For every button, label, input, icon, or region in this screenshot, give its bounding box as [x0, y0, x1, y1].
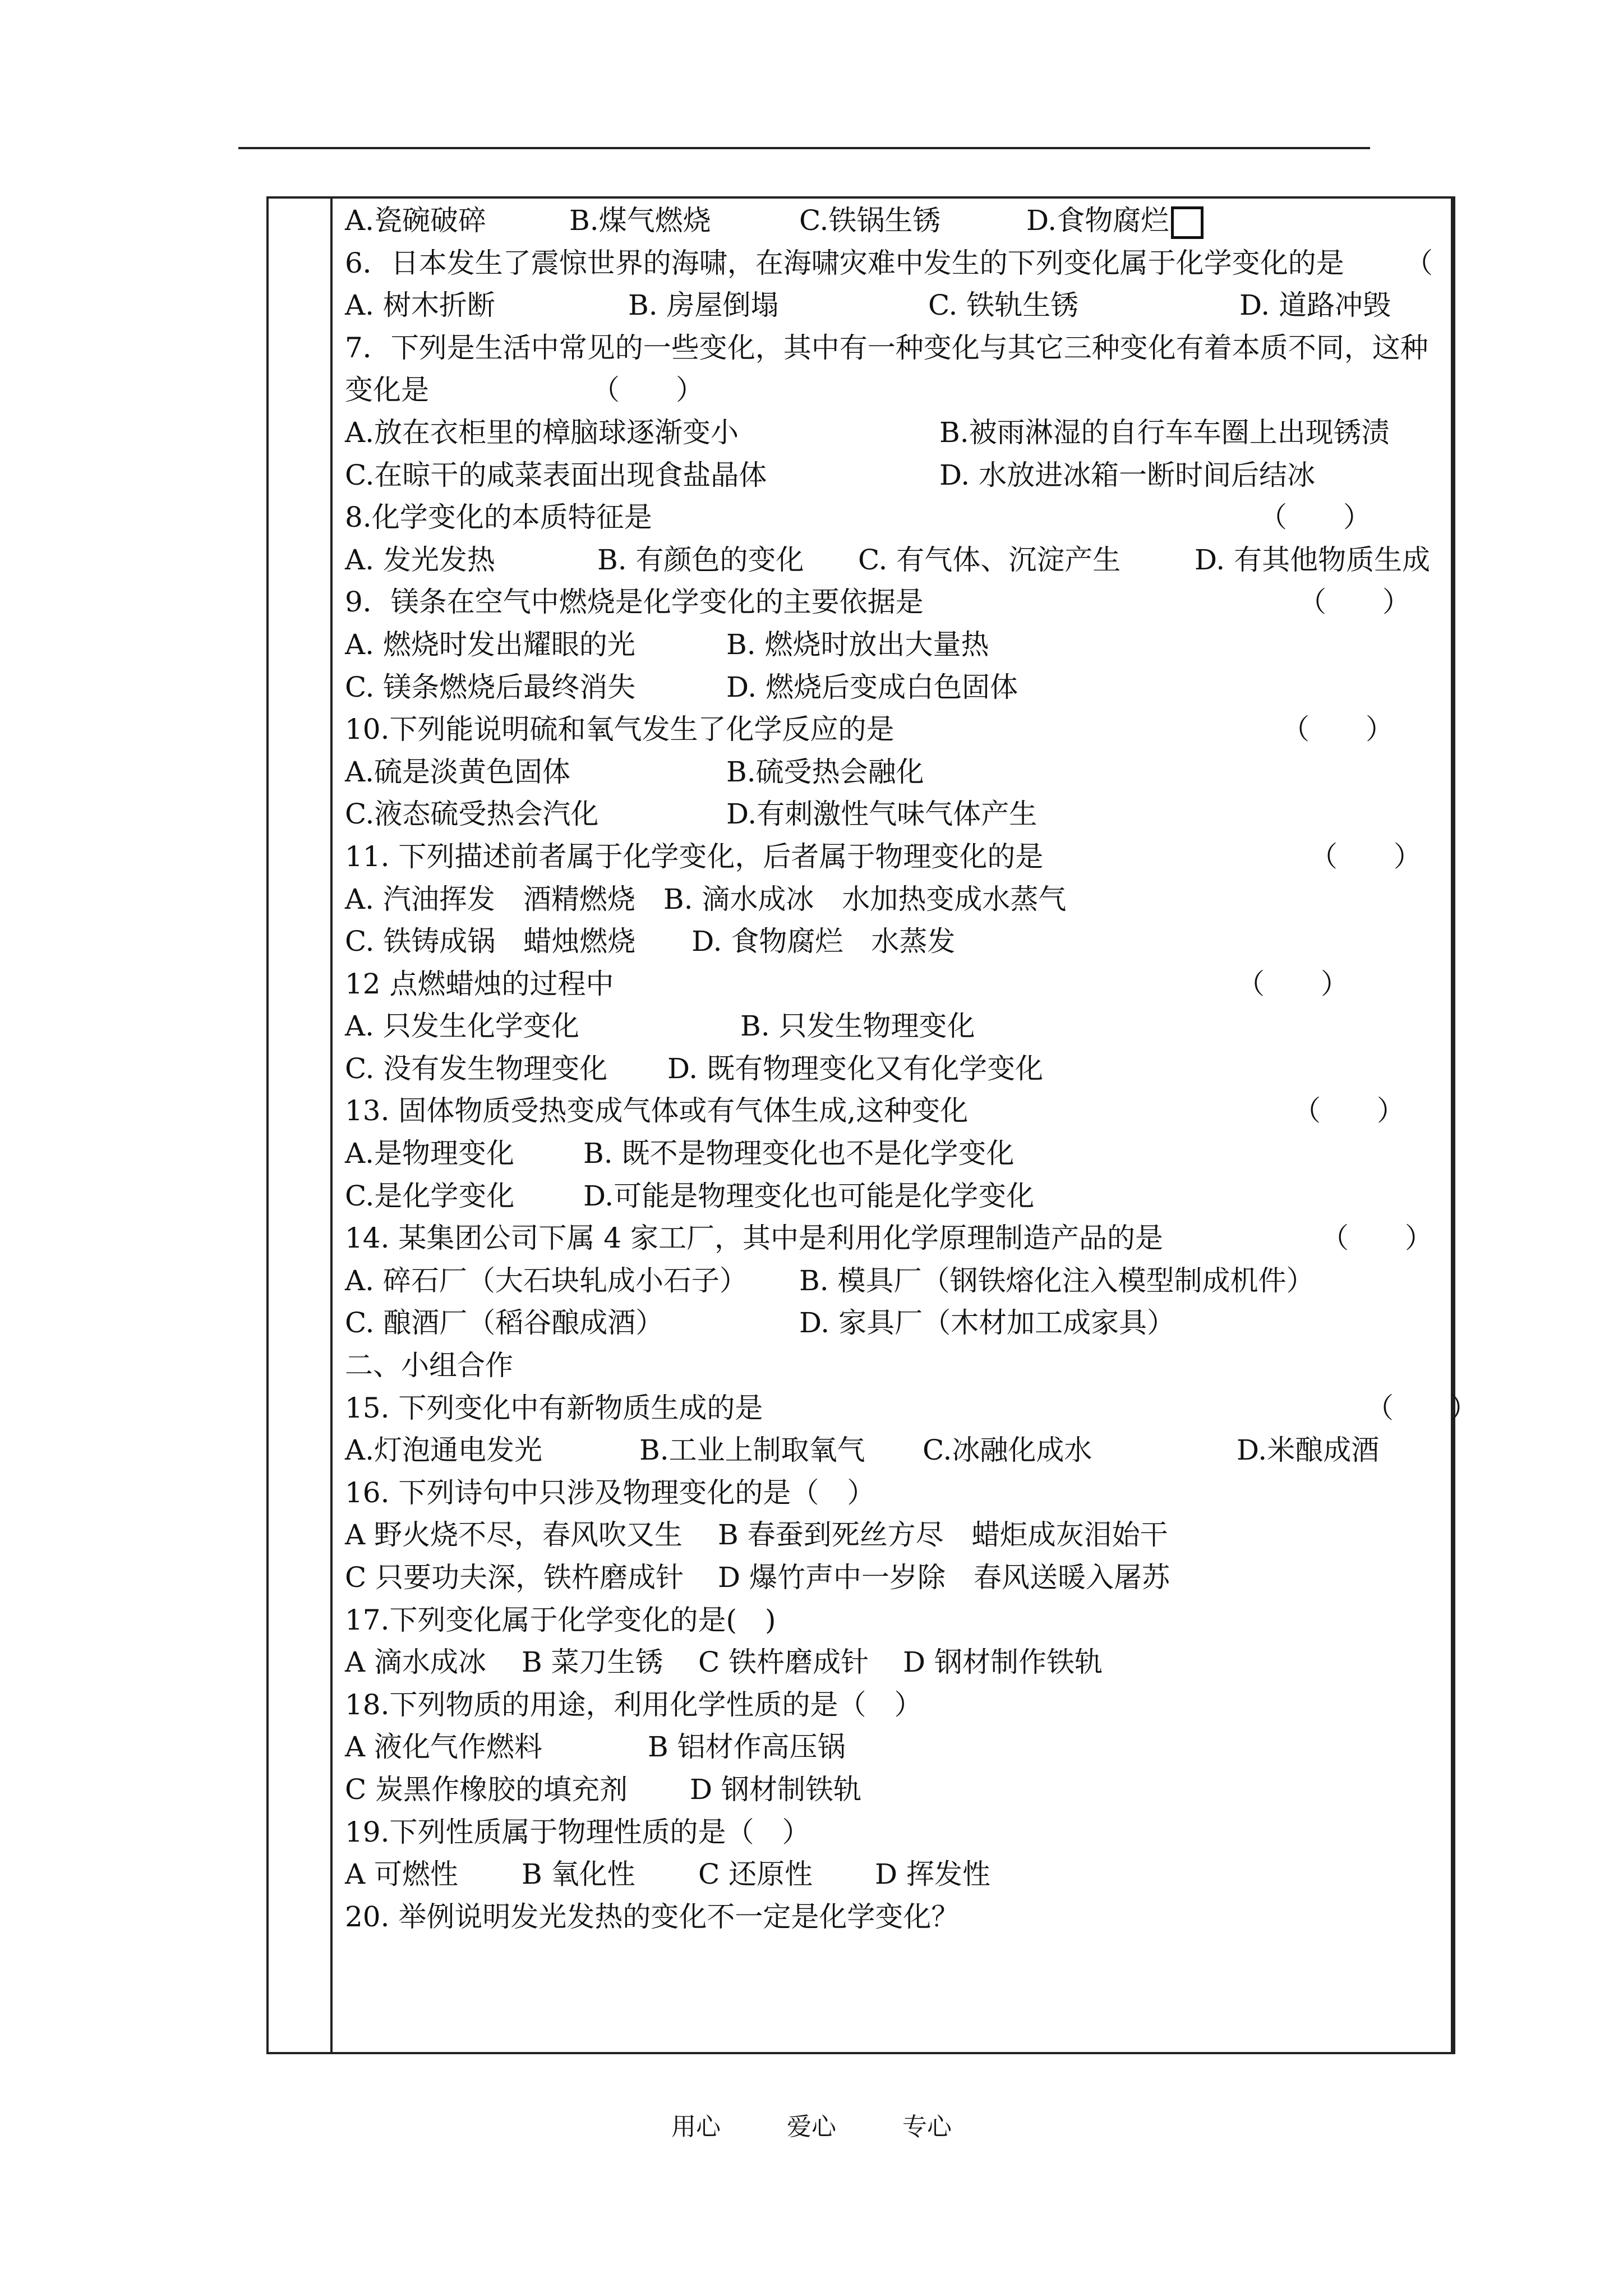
question-line: [345, 369, 1444, 412]
question-text: 17.下列变化属于化学变化的是( ): [345, 1603, 776, 1636]
question-text: C. 铁铸成锅 蜡烛燃烧 D. 食物腐烂 水蒸发: [345, 925, 956, 958]
question-text: D. 既有物理变化又有化学变化: [667, 1052, 1044, 1085]
question-line: [345, 666, 1444, 709]
question-text: D. 家具厂（木材加工成家具）: [799, 1306, 1175, 1340]
question-line: [345, 1345, 1444, 1387]
question-line: [345, 878, 1444, 921]
question-text: C. 铁轨生锈: [928, 289, 1079, 322]
question-line: [345, 1048, 1444, 1091]
page-footer: [0, 2106, 1623, 2142]
question-text: A. 树木折断: [345, 289, 495, 322]
question-text: A 野火烧不尽，春风吹又生: [345, 1519, 683, 1552]
footer-word-2: 爱心: [787, 2113, 836, 2141]
question-text: D 爆竹声中一岁除 春风送暖入屠苏: [718, 1561, 1170, 1594]
question-line: [345, 284, 1444, 327]
question-line: [345, 963, 1444, 1006]
question-text: （ ）: [1298, 586, 1410, 619]
question-text: A.灯泡通电发光: [345, 1434, 543, 1467]
question-line: [345, 1514, 1444, 1557]
question-text: C.在晾干的咸菜表面出现食盐晶体: [345, 458, 767, 491]
question-text: （ ）: [1366, 1391, 1478, 1424]
question-text: A.硫是淡黄色固体: [345, 755, 571, 788]
question-line: [345, 1175, 1444, 1218]
question-text: C.铁锅生锈: [799, 204, 941, 237]
question-text: B 铝材作高压锅: [648, 1731, 846, 1764]
question-text: C 还原性: [698, 1858, 813, 1891]
question-line: [345, 1090, 1444, 1133]
question-line: [345, 1429, 1444, 1472]
question-text: C. 酿酒厂（稻谷酿成酒）: [345, 1306, 664, 1340]
question-text: C 铁杵磨成针: [698, 1646, 869, 1679]
question-text: B.工业上制取氧气: [639, 1434, 865, 1467]
question-text: （ ）: [1321, 1222, 1433, 1255]
question-text: C.液态硫受热会汽化: [345, 798, 599, 831]
question-line: [345, 1557, 1444, 1599]
header-rule: [238, 147, 1370, 149]
question-text: B. 模具厂（钢铁熔化注入模型制成机件）: [799, 1264, 1315, 1297]
question-text: D. 道路冲毁: [1239, 289, 1391, 322]
question-text: D. 水放进冰箱一断时间后结冰: [939, 458, 1316, 491]
question-text: C. 有气体、沉淀产生: [858, 543, 1121, 576]
question-line: [345, 200, 1444, 242]
question-text: C.是化学变化: [345, 1179, 515, 1212]
question-line: [345, 1896, 1444, 1939]
question-line: [345, 1217, 1444, 1260]
question-text: （: [1405, 246, 1433, 279]
question-text: A. 汽油挥发 酒精燃烧 B. 滴水成冰 水加热变成水蒸气: [345, 882, 1067, 915]
question-text: （ ）: [1310, 840, 1422, 873]
question-text: 18.下列物质的用途，利用化学性质的是（ ）: [345, 1688, 923, 1721]
question-line: [345, 793, 1444, 836]
question-text: （ ）: [592, 374, 704, 407]
question-text: A. 碎石厂（大石块轧成小石子）: [345, 1264, 748, 1297]
question-text: D. 燃烧后变成白色固体: [726, 670, 1018, 703]
question-line: [345, 1005, 1444, 1048]
question-text: D.米酿成酒: [1237, 1434, 1380, 1467]
question-text: B. 既不是物理变化也不是化学变化: [583, 1137, 1015, 1170]
question-text: 13. 固体物质受热变成气体或有气体生成,这种变化: [345, 1094, 969, 1128]
question-text: A 滴水成冰: [345, 1646, 487, 1679]
question-text: （ ）: [1259, 501, 1371, 534]
question-text: B.被雨淋湿的自行车车圈上出现锈渍: [939, 416, 1390, 449]
question-text: B. 房屋倒塌: [628, 289, 779, 322]
question-text: A.是物理变化: [345, 1137, 515, 1170]
question-text: B 氧化性: [522, 1858, 635, 1891]
question-line: [345, 1133, 1444, 1175]
question-text: A 液化气作燃料: [345, 1731, 543, 1764]
question-line: [345, 1472, 1444, 1515]
question-text: C. 镁条燃烧后最终消失: [345, 670, 636, 703]
question-line: [345, 454, 1444, 497]
question-line: [345, 1811, 1444, 1854]
question-text: 11. 下列描述前者属于化学变化，后者属于物理变化的是: [345, 840, 1044, 873]
question-line: [345, 581, 1444, 624]
question-line: [345, 1853, 1444, 1896]
question-text: 19.下列性质属于物理性质的是（ ）: [345, 1815, 810, 1848]
question-text: D 钢材制铁轨: [690, 1773, 861, 1806]
question-line: [345, 539, 1444, 582]
question-text: 9．镁条在空气中燃烧是化学变化的主要依据是: [345, 586, 924, 619]
question-text: [1026, 200, 1204, 242]
answer-box[interactable]: [1171, 206, 1204, 239]
question-text: D.可能是物理变化也可能是化学变化: [583, 1179, 1035, 1212]
question-line: [345, 1769, 1444, 1811]
question-line: [345, 624, 1444, 666]
question-text: 20. 举例说明发光发热的变化不一定是化学变化？: [345, 1900, 960, 1933]
question-text: A.放在衣柜里的樟脑球逐渐变小: [345, 416, 739, 449]
question-line: [345, 1302, 1444, 1345]
question-text: （ ）: [1237, 967, 1349, 1000]
question-text: （ ）: [1293, 1094, 1405, 1128]
question-text: 16. 下列诗句中只涉及物理变化的是（ ）: [345, 1476, 875, 1509]
question-line: [345, 242, 1444, 285]
question-text: B. 燃烧时放出大量热: [726, 628, 989, 661]
question-line: [345, 751, 1444, 794]
question-line: [345, 327, 1444, 370]
option-text: D.食物腐烂: [1026, 204, 1169, 237]
question-text: （ ）: [1281, 713, 1394, 746]
question-line: [345, 412, 1444, 454]
question-line: [345, 1726, 1444, 1769]
question-line: [345, 836, 1444, 878]
question-line: [345, 1387, 1478, 1430]
question-text: 12 点燃蜡烛的过程中: [345, 967, 614, 1000]
question-text: A. 只发生化学变化: [345, 1010, 579, 1043]
footer-word-1: 用心: [671, 2113, 721, 2141]
question-text: B 菜刀生锈: [522, 1646, 663, 1679]
question-text: D. 有其他物质生成: [1195, 543, 1431, 576]
question-text: B.硫受热会融化: [726, 755, 924, 788]
question-line: [345, 1641, 1444, 1684]
question-text: 变化是: [345, 374, 429, 407]
question-text: C. 没有发生物理变化: [345, 1052, 608, 1085]
question-line: [345, 1260, 1444, 1303]
question-text: A.瓷碗破碎: [345, 204, 487, 237]
table-right-divider: [1451, 199, 1453, 2052]
question-text: A. 发光发热: [345, 543, 495, 576]
question-text: C 炭黑作橡胶的填充剂: [345, 1773, 628, 1806]
question-text: A. 燃烧时发出耀眼的光: [345, 628, 635, 661]
question-text: B.煤气燃烧: [569, 204, 711, 237]
question-text: 二、小组合作: [345, 1349, 513, 1382]
question-line: [345, 708, 1444, 751]
question-text: D.有刺激性气味气体产生: [726, 798, 1038, 831]
question-text: B. 只发生物理变化: [740, 1010, 975, 1043]
question-line: [345, 1684, 1444, 1727]
question-text: 14. 某集团公司下属 4 家工厂，其中是利用化学原理制造产品的是: [345, 1222, 1164, 1255]
question-line: [345, 1599, 1444, 1642]
question-text: 8.化学变化的本质特征是: [345, 501, 652, 534]
question-text: 15. 下列变化中有新物质生成的是: [345, 1391, 763, 1424]
question-text: B. 有颜色的变化: [597, 543, 804, 576]
question-text: 6．日本发生了震惊世界的海啸，在海啸灾难中发生的下列变化属于化学变化的是: [345, 246, 1344, 279]
footer-word-3: 专心: [902, 2113, 952, 2141]
question-text: D 挥发性: [875, 1858, 990, 1891]
question-text: A 可燃性: [345, 1858, 459, 1891]
question-line: [345, 496, 1444, 539]
table-left-divider: [330, 199, 333, 2052]
question-line: [345, 921, 1444, 963]
question-text: C.冰融化成水: [923, 1434, 1092, 1467]
question-text: 10.下列能说明硫和氧气发生了化学反应的是: [345, 713, 895, 746]
question-text: B 春蚕到死丝方尽 蜡炬成灰泪始干: [718, 1519, 1168, 1552]
question-text: D 钢材制作铁轨: [903, 1646, 1103, 1679]
question-text: C 只要功夫深，铁杵磨成针: [345, 1561, 684, 1594]
question-content: [345, 200, 1478, 1938]
question-text: 7．下列是生活中常见的一些变化，其中有一种变化与其它三种变化有着本质不同，这种: [345, 331, 1428, 364]
